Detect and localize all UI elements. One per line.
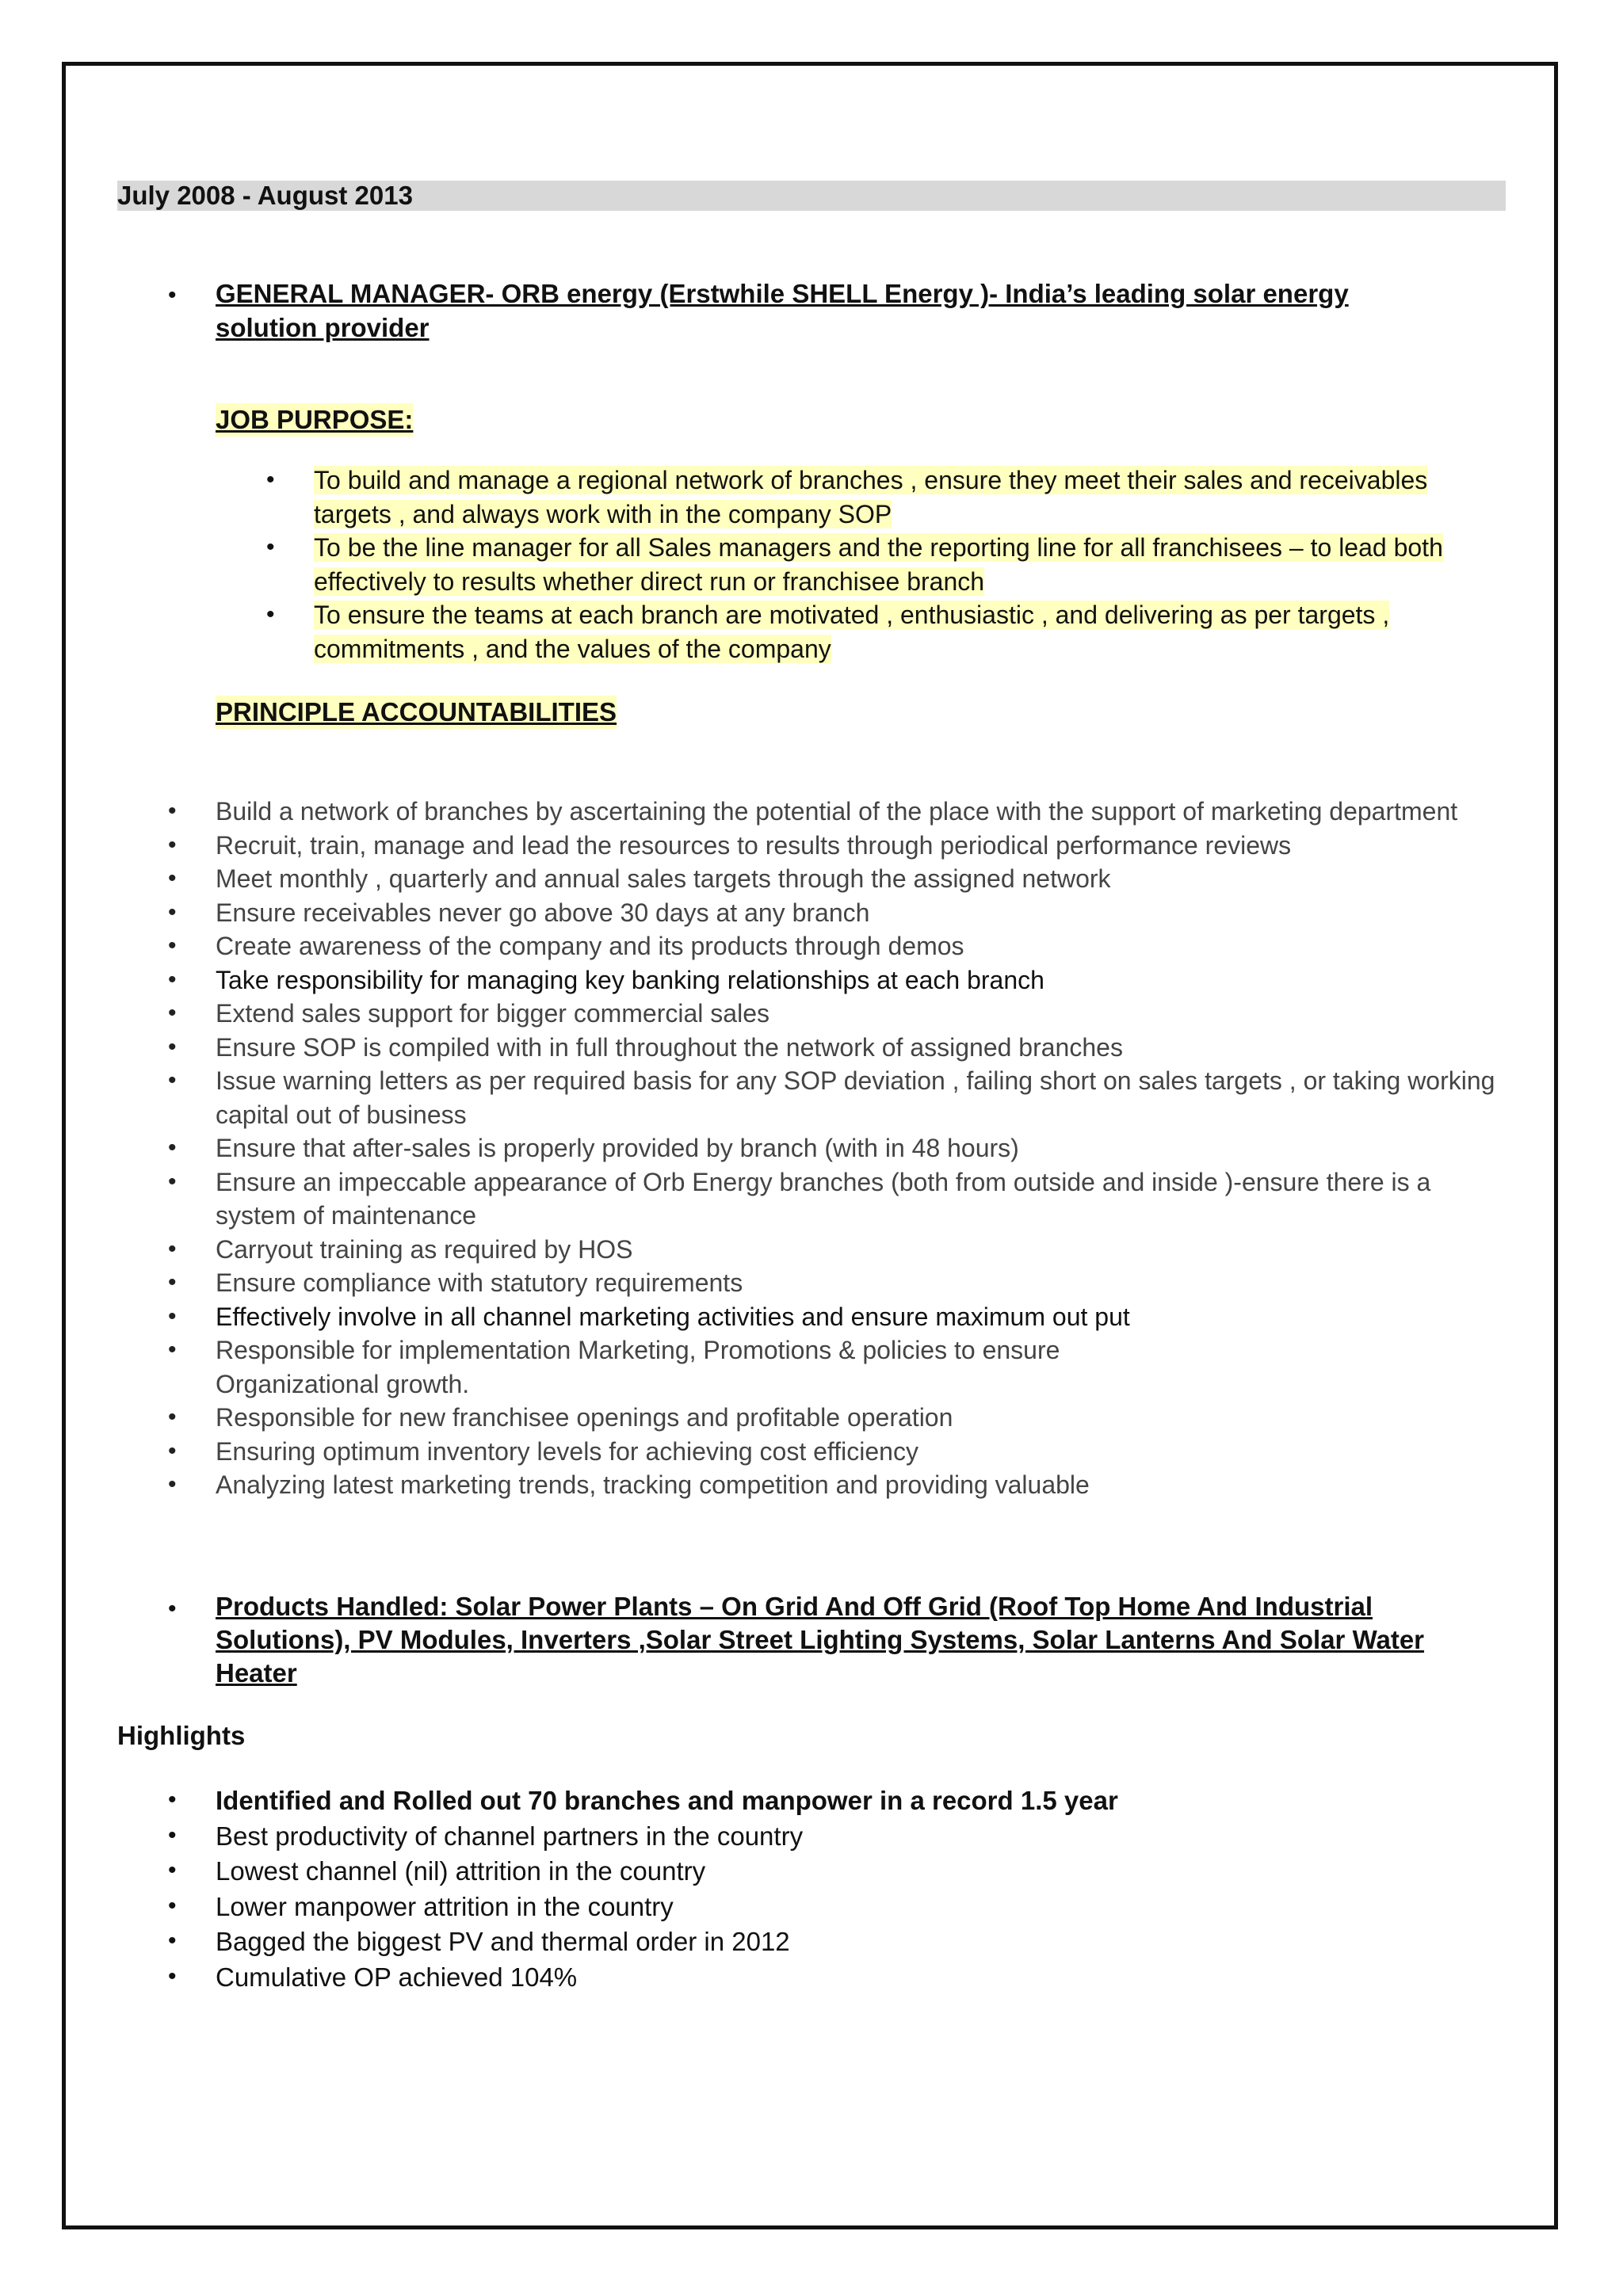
accountability-text: Meet monthly , quarterly and annual sales targets through the assigned network xyxy=(216,864,1111,893)
list-item xyxy=(0,1435,1623,1469)
list-item xyxy=(0,1468,1623,1502)
job-purpose-label: JOB PURPOSE: xyxy=(216,403,413,437)
products-handled: Products Handled: Solar Power Plants – On Grid And Off Grid (Roof Top Home And Industrial Solutions), PV Modules, Inverters ,Solar Street Lighting Systems, Solar Lanterns And Solar Water Heater xyxy=(216,1592,1425,1688)
list-item xyxy=(0,997,1623,1031)
list-item xyxy=(0,1300,1623,1334)
accountability-text: Ensure compliance with statutory requirements xyxy=(216,1268,743,1297)
bullet: • xyxy=(168,831,177,858)
highlight-text: Cumulative OP achieved 104% xyxy=(216,1962,578,1992)
bullet: • xyxy=(168,1404,177,1430)
bullet: • xyxy=(168,1302,177,1329)
bullet: • xyxy=(168,865,177,891)
accountability-text: Responsible for implementation Marketing, Promotions & policies to ensure Organizational growth. xyxy=(216,1336,1060,1398)
bullet: • xyxy=(168,798,177,824)
highlight-text: Lowest channel (nil) attrition in the country xyxy=(216,1856,706,1886)
bullet: • xyxy=(168,1787,177,1813)
bullet: • xyxy=(168,1235,177,1262)
accountability-text: Carryout training as required by HOS xyxy=(216,1234,633,1264)
list-item xyxy=(0,1401,1623,1435)
accountability-text: Ensure SOP is compiled with in full throughout the network of assigned branches xyxy=(216,1032,1123,1062)
bullet: • xyxy=(168,1337,177,1363)
list-item xyxy=(0,862,1623,896)
job-purpose-text: To be the line manager for all Sales managers and the reporting line for all franchisees – to lead both effectively to results whether direct run or franchisee branch xyxy=(314,533,1443,596)
job-purpose-list xyxy=(0,463,1623,666)
accountability-text: Take responsibility for managing key banking relationships at each branch xyxy=(216,965,1044,994)
list-item xyxy=(0,1165,1623,1233)
bullet: • xyxy=(168,966,177,993)
highlight-text: Bagged the biggest PV and thermal order in 2012 xyxy=(216,1927,790,1956)
bullet: • xyxy=(266,534,275,560)
bullet: • xyxy=(168,1962,177,1989)
highlight-text: Lower manpower attrition in the country xyxy=(216,1891,674,1921)
highlight-text: Identified and Rolled out 70 branches and manpower in a record 1.5 year xyxy=(216,1786,1118,1815)
list-item xyxy=(0,1924,1623,1960)
list-item xyxy=(0,1064,1623,1131)
accountability-text: Effectively involve in all channel marketing activities and ensure maximum out put xyxy=(216,1302,1130,1331)
bullet: • xyxy=(266,467,275,493)
bullet: • xyxy=(168,1168,177,1195)
list-item xyxy=(0,1333,1623,1401)
job-title: GENERAL MANAGER- ORB energy (Erstwhile SHELL Energy )- India’s leading solar energy solution provider xyxy=(216,279,1349,342)
bullet: • xyxy=(168,1033,177,1060)
accountability-text: Issue warning letters as per required basis for any SOP deviation , failing short on sales targets , or taking working capital out of business xyxy=(216,1066,1495,1129)
list-item xyxy=(0,963,1623,997)
bullet: • xyxy=(168,1596,177,1622)
list-item xyxy=(0,531,1623,598)
job-purpose-text: To build and manage a regional network of branches , ensure they meet their sales and receivables targets , and always work with in the company SOP xyxy=(314,466,1428,528)
accountability-text: Ensure that after-sales is properly provided by branch (with in 48 hours) xyxy=(216,1134,1019,1162)
bullet: • xyxy=(168,1471,177,1497)
accountability-text: Ensure an impeccable appearance of Orb Energy branches (both from outside and inside )-ensure there is a system of maintenance xyxy=(216,1167,1431,1230)
bullet: • xyxy=(168,1000,177,1026)
bullet: • xyxy=(168,1135,177,1161)
list-item xyxy=(0,1266,1623,1300)
job-purpose-text: To ensure the teams at each branch are motivated , enthusiastic , and delivering as per targets , commitments , and the values of the company xyxy=(314,601,1390,663)
accountability-text: Ensuring optimum inventory levels for achieving cost efficiency xyxy=(216,1436,918,1466)
bullet: • xyxy=(168,1269,177,1295)
list-item xyxy=(0,896,1623,930)
date-range: July 2008 - August 2013 xyxy=(117,181,413,210)
accountability-text: Analyzing latest marketing trends, tracking competition and providing valuable xyxy=(216,1470,1090,1499)
list-item xyxy=(0,463,1623,531)
bullet: • xyxy=(168,1928,177,1954)
bullet: • xyxy=(168,282,177,308)
list-item xyxy=(0,829,1623,863)
list-item xyxy=(0,1819,1623,1855)
highlights-list xyxy=(0,1783,1623,1995)
bullet: • xyxy=(266,601,275,627)
list-item xyxy=(0,795,1623,829)
accountability-text: Create awareness of the company and its products through demos xyxy=(216,932,964,960)
accountability-text: Responsible for new franchisee openings and profitable operation xyxy=(216,1403,953,1432)
accountability-text: Recruit, train, manage and lead the resources to results through periodical performance reviews xyxy=(216,830,1292,860)
bullet: • xyxy=(168,898,177,925)
accountabilities-list xyxy=(0,795,1623,1502)
bullet: • xyxy=(168,1437,177,1464)
list-item xyxy=(0,1233,1623,1267)
list-item xyxy=(0,1131,1623,1165)
list-item xyxy=(0,1854,1623,1890)
accountability-text: Extend sales support for bigger commercial sales xyxy=(216,999,769,1028)
highlight-text: Best productivity of channel partners in the country xyxy=(216,1821,804,1851)
bullet: • xyxy=(168,1067,177,1093)
list-item xyxy=(0,929,1623,963)
bullet: • xyxy=(168,1857,177,1883)
accountability-text: Ensure receivables never go above 30 days at any branch xyxy=(216,898,870,927)
list-item xyxy=(0,1031,1623,1065)
list-item xyxy=(0,1783,1623,1819)
list-item xyxy=(0,1890,1623,1925)
list-item xyxy=(0,1960,1623,1996)
date-range-bar xyxy=(117,181,1506,211)
accountabilities-label: PRINCIPLE ACCOUNTABILITIES xyxy=(216,696,617,729)
bullet: • xyxy=(168,1821,177,1848)
highlights-title: Highlights xyxy=(117,1721,246,1750)
bullet: • xyxy=(168,1892,177,1919)
accountability-text: Build a network of branches by ascertaining the potential of the place with the support of marketing department xyxy=(216,797,1458,826)
list-item xyxy=(0,598,1623,666)
bullet: • xyxy=(168,933,177,959)
